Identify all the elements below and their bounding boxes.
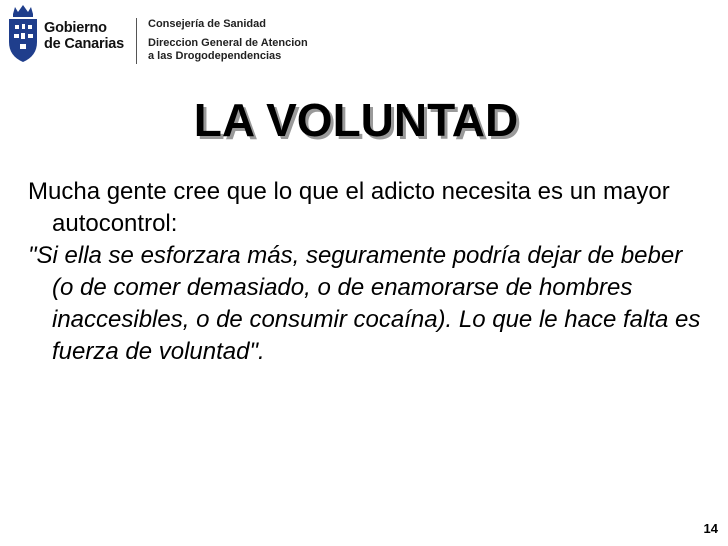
paragraph-2-quote: "Si ella se esforzara más, seguramente podría dejar de beber (o de comer demasiado, o de enamorarse de hombres inaccesibles, o de consumir cocaína). Lo que le hace falta es fuerza de voluntad". [28, 242, 701, 365]
header [6, 4, 336, 68]
page-number: 14 [703, 521, 718, 536]
paragraph-1: Mucha gente cree que lo que el adicto necesita es un mayor autocontrol: [28, 178, 670, 237]
department-line1: Consejería de Sanidad [148, 18, 266, 30]
slide-title [0, 92, 728, 148]
slide-body [28, 176, 704, 368]
gobierno-de-canarias-emblem-icon [6, 4, 40, 66]
government-name [44, 20, 124, 52]
government-name-line1: Gobierno [44, 20, 107, 36]
department-line2: Direccion General de Atencion [148, 37, 308, 49]
government-name-line2: de Canarias [44, 36, 125, 52]
slide-title-text: LA VOLUNTAD [193, 94, 519, 146]
header-divider [136, 18, 137, 64]
department-line3: a las Drogodependencias [148, 50, 282, 62]
department-name [148, 18, 308, 63]
